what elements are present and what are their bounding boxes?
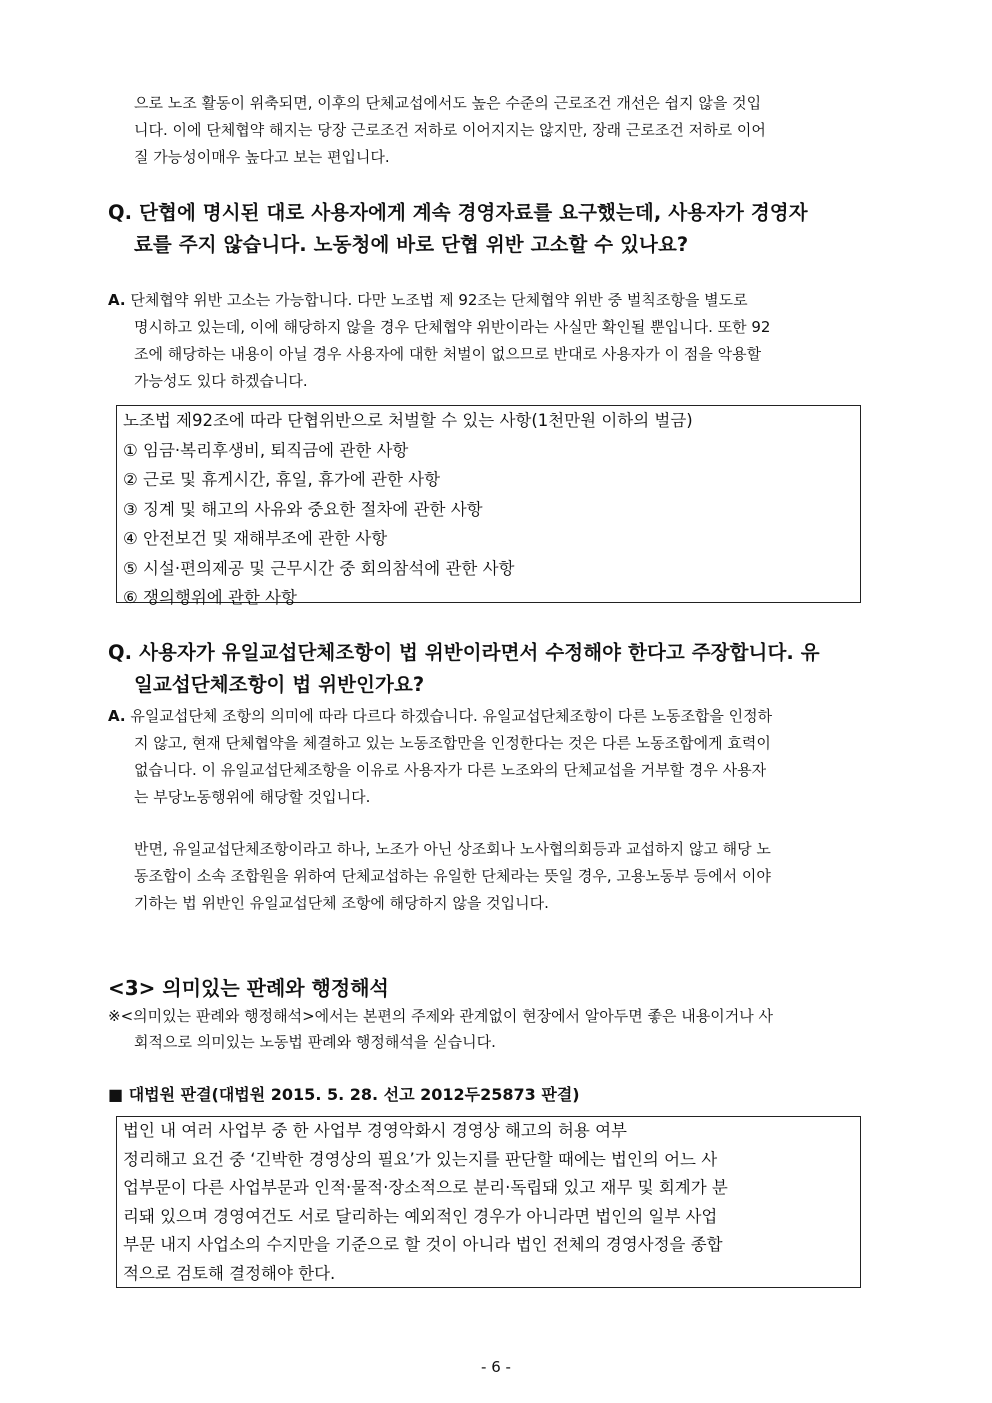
case-box-line: 업부문이 다른 사업부문과 인적‧물적‧장소적으로 분리‧독립돼 있고 재무 및 회계가 분 <box>123 1178 728 1197</box>
question-1 <box>108 197 884 261</box>
question-line: Q. 사용자가 유일교섭단체조항이 법 위반이라면서 수정해야 한다고 주장합니다. 유 <box>108 641 820 664</box>
answer-line: 반면, 유일교섭단체조항이라고 하나, 노조가 아닌 상조회나 노사협의회등과 교섭하지 않고 해당 노 <box>134 840 771 858</box>
answer-first-line <box>108 703 884 730</box>
answer-2 <box>108 703 884 811</box>
answer-first-line <box>108 287 884 314</box>
answer-line: 가능성도 있다 하겠습니다. <box>134 372 308 390</box>
penalty-item: ④ 안전보건 및 재해부조에 관한 사항 <box>123 529 388 548</box>
penalty-item: ① 임금‧복리후생비, 퇴직금에 관한 사항 <box>123 440 409 460</box>
case-heading: ■ 대법원 판결(대법원 2015. 5. 28. 선고 2012두25873 판결) <box>108 1085 580 1104</box>
answer-line: 조에 해당하는 내용이 아닐 경우 사용자에 대한 처벌이 없으므로 반대로 사용자가 이 점을 악용할 <box>134 345 762 363</box>
case-box-line: 부문 내지 사업소의 수지만을 기준으로 할 것이 아니라 법인 전체의 경영사정을 종합 <box>123 1235 723 1254</box>
note-line: 회적으로 의미있는 노동법 판례와 행정해석을 싣습니다. <box>134 1033 496 1051</box>
penalty-box-title: 노조법 제92조에 따라 단협위반으로 처벌할 수 있는 사항(1천만원 이하의 벌금) <box>123 411 693 430</box>
penalty-item: ③ 징계 및 해고의 사유와 중요한 절차에 관한 사항 <box>123 499 483 519</box>
note-line: ※<의미있는 판례와 행정해석>에서는 본편의 주제와 관계없이 현장에서 알아두면 좋은 내용이거나 사 <box>108 1007 773 1025</box>
answer-line: 지 않고, 현재 단체협약을 체결하고 있는 노동조합만을 인정한다는 것은 다른 노동조합에게 효력이 <box>134 734 771 752</box>
case-box-line: 정리해고 요건 중 ‘긴박한 경영상의 필요’가 있는지를 판단할 때에는 법인의 어느 사 <box>123 1149 718 1169</box>
penalty-items-box <box>116 405 861 607</box>
case-box-line: 리돼 있으며 경영여건도 서로 달리하는 예외적인 경우가 아니라면 법인의 일부 사업 <box>123 1206 718 1226</box>
case-box-title: 법인 내 여러 사업부 중 한 사업부 경영악화시 경영상 해고의 허용 여부 <box>123 1121 627 1140</box>
answer-line: 기하는 법 위반인 유일교섭단체 조항에 해당하지 않을 것입니다. <box>134 894 549 912</box>
answer-line: 단체협약 위반 고소는 가능합니다. 다만 노조법 제 92조는 단체협약 위반 중 벌칙조항을 별도로 <box>130 291 748 309</box>
question-line: 일교섭단체조항이 법 위반인가요? <box>134 673 425 696</box>
section-note <box>108 1003 884 1055</box>
answer-2-continued <box>134 836 884 917</box>
page-number: - 6 - <box>481 1358 511 1376</box>
answer-1 <box>108 287 884 395</box>
answer-line: 동조합이 소속 조합원을 위하여 단체교섭하는 유일한 단체라는 뜻일 경우, 고용노동부 등에서 이야 <box>134 867 771 885</box>
intro-line: 으로 노조 활동이 위축되면, 이후의 단체교섭에서도 높은 수준의 근로조건 개선은 쉽지 않을 것입 <box>134 94 762 112</box>
penalty-item: ⑤ 시설‧편의제공 및 근무시간 중 회의참석에 관한 사항 <box>123 558 515 578</box>
question-2 <box>108 637 884 701</box>
intro-line: 질 가능성이매우 높다고 보는 편입니다. <box>134 148 390 166</box>
question-line: 료를 주지 않습니다. 노동청에 바로 단협 위반 고소할 수 있나요? <box>134 233 689 256</box>
intro-line: 니다. 이에 단체협약 해지는 당장 근로조건 저하로 이어지지는 않지만, 장래 근로조건 저하로 이어 <box>134 121 766 139</box>
case-box-line: 적으로 검토해 결정해야 한다. <box>123 1263 336 1283</box>
answer-label: A. <box>108 291 126 309</box>
answer-line: 유일교섭단체 조항의 의미에 따라 다르다 하겠습니다. 유일교섭단체조항이 다른 노동조합을 인정하 <box>130 707 773 725</box>
answer-line: 는 부당노동행위에 해당할 것입니다. <box>134 788 371 806</box>
case-summary-box <box>116 1116 861 1288</box>
penalty-item: ② 근로 및 휴게시간, 휴일, 휴가에 관한 사항 <box>123 470 441 489</box>
penalty-item: ⑥ 쟁의행위에 관한 사항 <box>123 588 297 607</box>
answer-line: 명시하고 있는데, 이에 해당하지 않을 경우 단체협약 위반이라는 사실만 확인될 뿐입니다. 또한 92 <box>134 318 771 336</box>
section-title: <3> 의미있는 판례와 행정해석 <box>108 976 389 1000</box>
answer-line: 없습니다. 이 유일교섭단체조항을 이유로 사용자가 다른 노조와의 단체교섭을 거부할 경우 사용자 <box>134 761 767 779</box>
answer-label: A. <box>108 707 126 725</box>
question-line: Q. 단협에 명시된 대로 사용자에게 계속 경영자료를 요구했는데, 사용자가 경영자 <box>108 201 808 224</box>
intro-paragraph <box>134 90 884 171</box>
